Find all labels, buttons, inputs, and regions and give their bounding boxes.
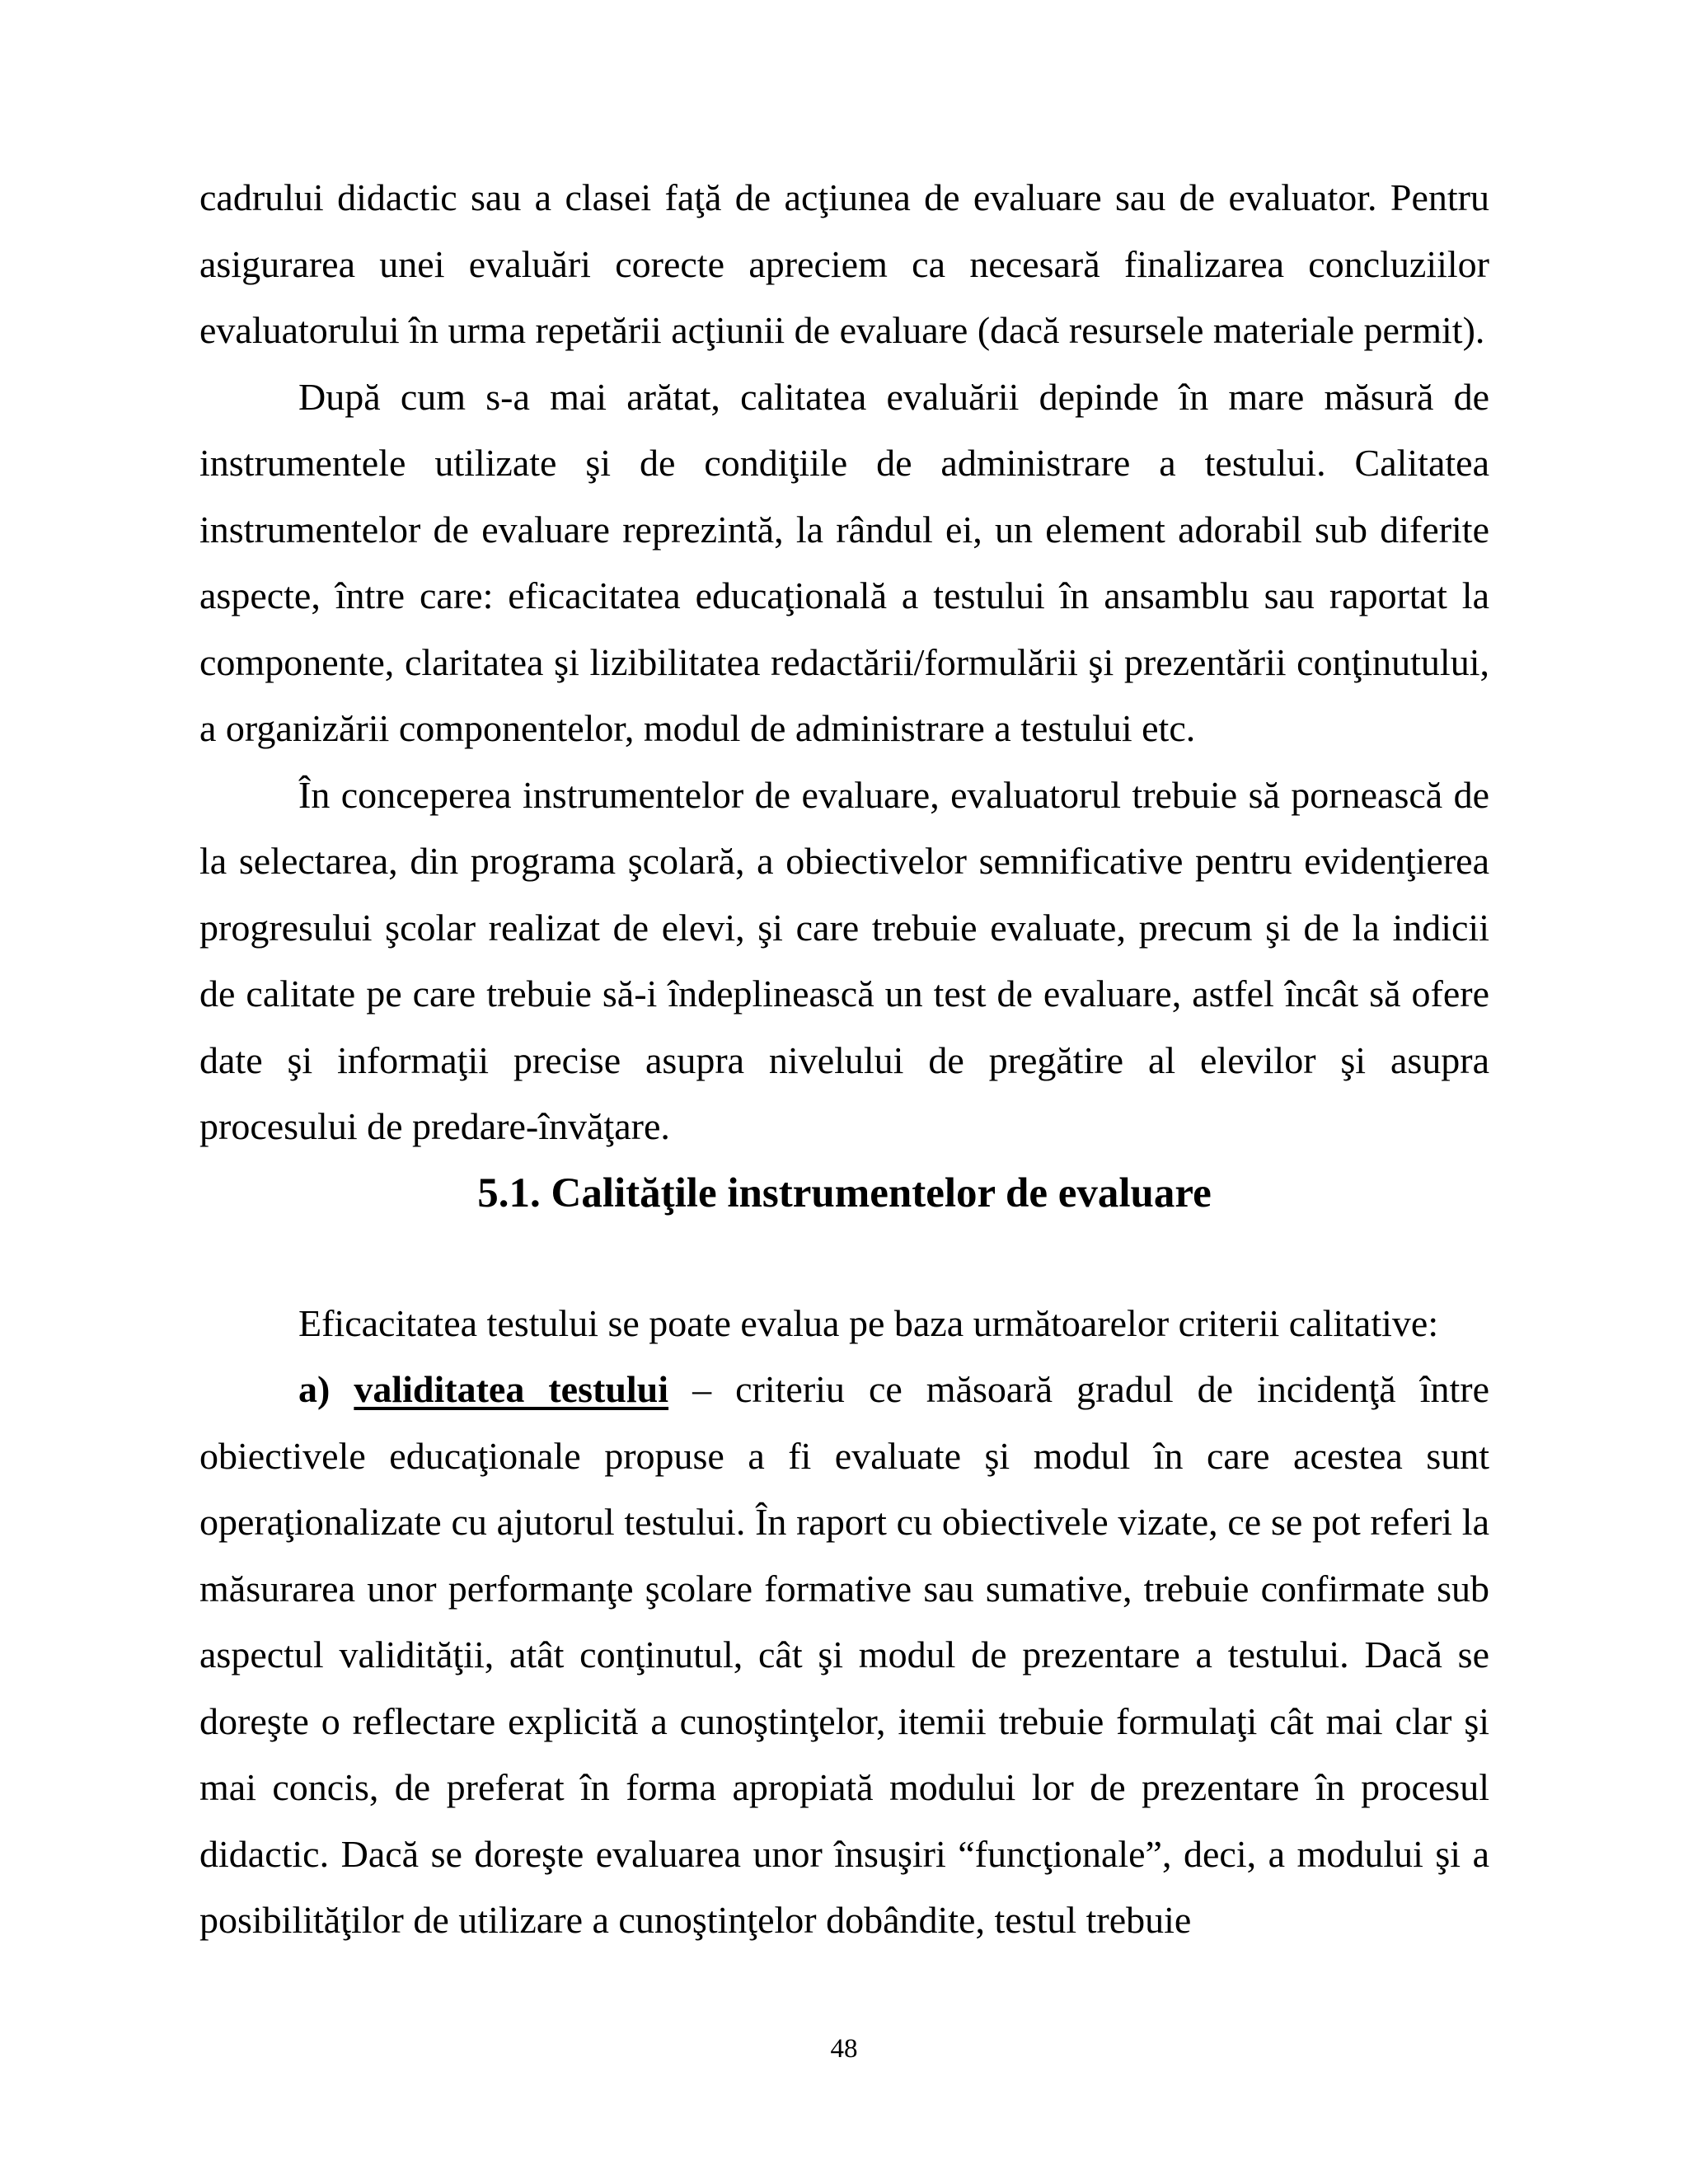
paragraph-evaluation-quality: După cum s-a mai arătat, calitatea evaluării depinde în mare măsură de instrumentele utilizate şi de condiţiile de administrare a testului. Calitatea instrumentelor de evaluare reprezintă, la rândul ei, un element adorabil sub diferite aspecte, între care: eficacitatea educaţională a testului în ansamblu sau raportat la componente, claritatea şi lizibilitatea redactării/formulării şi prezentării conţinutului, a organizării componentelor, modul de administrare a testului etc. xyxy=(199,375,1489,749)
paragraph-continuation: cadrului didactic sau a clasei faţă de acţiunea de evaluare sau de evaluator. Pentru asigurarea unei evaluări corecte apreciem ca necesară finalizarea concluziilor evaluatorului în urma repetării acţiunii de evaluare (dacă resursele materiale permit). xyxy=(199,176,1489,351)
document-page xyxy=(199,165,1489,1954)
section-heading: 5.1. Calităţile instrumentelor de evaluare xyxy=(477,1169,1212,1216)
criterion-marker: a) xyxy=(298,1368,354,1410)
criterion-term: validitatea testului xyxy=(354,1368,669,1410)
criterion-description: – criteriu ce măsoară gradul de incidenţă între obiectivele educaţionale propuse a fi evaluate şi modul în care acestea sunt operaţionalizate cu ajutorul testului. În raport cu obiectivele vizate, ce se pot referi la măsurarea unor performanţe şcolare formative sau sumative, trebuie confirmate sub aspectul validităţii, atât conţinutul, cât şi modul de prezentare a testului. Dacă se doreşte o reflectare explicită a cunoştinţelor, itemii trebuie formulaţi cât mai clar şi mai concis, de preferat în forma apropiată modului lor de prezentare în procesul didactic. Dacă se doreşte evaluarea unor însuşiri “funcţionale”, deci, a modului şi a posibilităţilor de utilizare a cunoştinţelor dobândite, testul trebuie xyxy=(199,1368,1489,1941)
section-intro: Eficacitatea testului se poate evalua pe baza următoarelor criterii calitative: xyxy=(298,1301,1439,1344)
criterion-validity-paragraph xyxy=(199,1357,1489,1954)
page-number: 48 xyxy=(830,2034,858,2064)
paragraph-instrument-design: În conceperea instrumentelor de evaluare, evaluatorul trebuie să pornească de la selectarea, din programa şcolară, a obiectivelor semnificative pentru evidenţierea progresului şcolar realizat de elevi, şi care trebuie evaluate, precum şi de la indicii de calitate pe care trebuie să-i îndeplinească un test de evaluare, astfel încât să ofere date şi informaţii precise asupra nivelului de pregătire al elevilor şi asupra procesului de predare-învăţare. xyxy=(199,773,1489,1147)
